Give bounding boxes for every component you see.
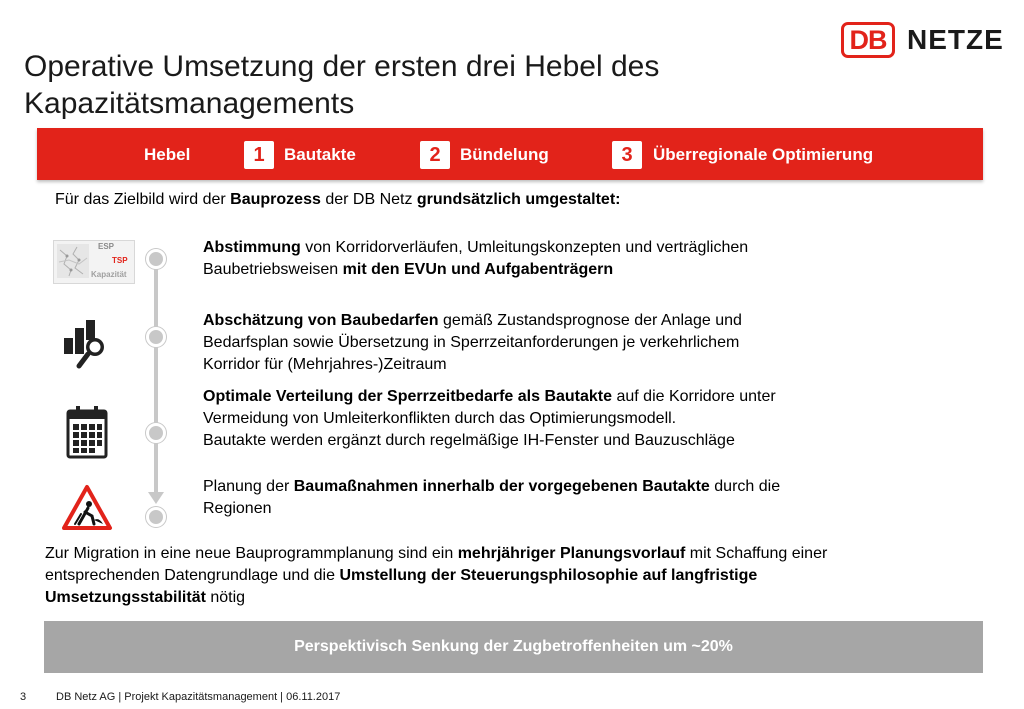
step-4-t2: durch die — [709, 478, 781, 495]
hebel-item-bautakte: Bautakte — [284, 145, 356, 164]
footer-text: DB Netz AG | Projekt Kapazitätsmanagement | 06.11.2017 — [56, 691, 341, 703]
step-planung — [203, 476, 883, 520]
thumb-kapazitaet-label: Kapazität — [91, 270, 127, 279]
intro-text — [55, 190, 620, 210]
hebel-label: Hebel — [144, 145, 191, 164]
page-title — [24, 48, 784, 122]
timeline-arrow-head — [148, 492, 164, 504]
migration-text — [45, 543, 985, 609]
hebel-bar — [37, 128, 983, 180]
footer — [20, 690, 340, 704]
intro-b1: Bauprozess — [230, 191, 321, 208]
step-2-t1: gemäß Zustandsprognose der Anlage und — [438, 312, 742, 329]
timeline-dot-3 — [146, 423, 166, 443]
step-1-b1: Abstimmung — [203, 239, 301, 256]
step-2-b1: Abschätzung von Baubedarfen — [203, 312, 439, 329]
conclusion-bar: Perspektivisch Senkung der Zugbetroffenheiten um ~20% — [44, 621, 983, 673]
intro-t2: der DB Netz — [320, 191, 417, 208]
timeline-dot-1 — [146, 249, 166, 269]
step-3-t1: auf die Korridore unter — [612, 388, 776, 405]
page-number: 3 — [20, 691, 27, 703]
hebel-number-3: 3 — [612, 141, 642, 169]
migration-t1: Zur Migration in eine neue Bauprogrammplanung sind ein — [45, 545, 458, 562]
step-2-t3: Korridor für (Mehrjahres-)Zeitraum — [203, 356, 447, 373]
timeline-dot-2 — [146, 327, 166, 347]
step-4-t1: Planung der — [203, 478, 294, 495]
migration-t4: nötig — [205, 589, 246, 606]
calendar-icon — [66, 405, 108, 464]
page-title-line-1: Operative Umsetzung der ersten drei Hebel des — [24, 50, 660, 83]
migration-b3: Umsetzungsstabilität — [45, 589, 206, 606]
map-thumbnail-icon — [53, 240, 135, 284]
intro-b2: grundsätzlich umgestaltet: — [416, 191, 621, 208]
hebel-number-2: 2 — [420, 141, 450, 169]
hebel-item-ueberregional: Überregionale Optimierung — [653, 145, 874, 164]
step-4-b1: Baumaßnahmen innerhalb der vorgegebenen Bautakte — [293, 478, 710, 495]
migration-t2: mit Schaffung einer — [685, 545, 828, 562]
step-1-t2: Baubetriebsweisen — [203, 261, 343, 278]
thumb-tsp-label: TSP — [112, 256, 128, 265]
step-abschaetzung — [203, 310, 883, 376]
step-2-t2: Bedarfsplan sowie Übersetzung in Sperrzeitanforderungen je verkehrlichem — [203, 334, 740, 351]
migration-b1: mehrjähriger Planungsvorlauf — [457, 545, 686, 562]
page-title-line-2: Kapazitätsmanagements — [24, 87, 355, 120]
map-area — [57, 244, 89, 278]
step-1-t1: von Korridorverläufen, Umleitungskonzepten und verträglichen — [300, 239, 749, 256]
hebel-number-1: 1 — [244, 141, 274, 169]
netze-wordmark: NETZE — [907, 24, 1004, 55]
migration-t3: entsprechenden Datengrundlage und die — [45, 567, 340, 584]
intro-t1: Für das Zielbild wird der — [55, 191, 231, 208]
thumb-esp-label: ESP — [98, 242, 115, 251]
db-netze-logo — [841, 22, 1011, 62]
step-3-t2: Vermeidung von Umleiterkonflikten durch das Optimierungsmodell. — [203, 410, 677, 427]
step-1-b2: mit den EVUn und Aufgabenträgern — [342, 261, 614, 278]
chart-magnifier-icon — [62, 318, 112, 375]
step-verteilung — [203, 386, 883, 452]
hebel-item-buendelung: Bündelung — [460, 145, 549, 164]
step-3-t3: Bautakte werden ergänzt durch regelmäßige IH-Fenster und Bauzuschläge — [203, 432, 735, 449]
migration-b2: Umstellung der Steuerungsphilosophie auf langfristige — [339, 567, 758, 584]
construction-warning-icon — [61, 484, 113, 537]
timeline-dot-4 — [146, 507, 166, 527]
map-lines — [57, 244, 89, 278]
step-3-b1: Optimale Verteilung der Sperrzeitbedarfe als Bautakte — [203, 388, 613, 405]
db-logo-box: DB — [841, 22, 895, 58]
step-abstimmung — [203, 237, 883, 281]
step-4-t3: Regionen — [203, 500, 272, 517]
timeline-line — [154, 252, 158, 500]
